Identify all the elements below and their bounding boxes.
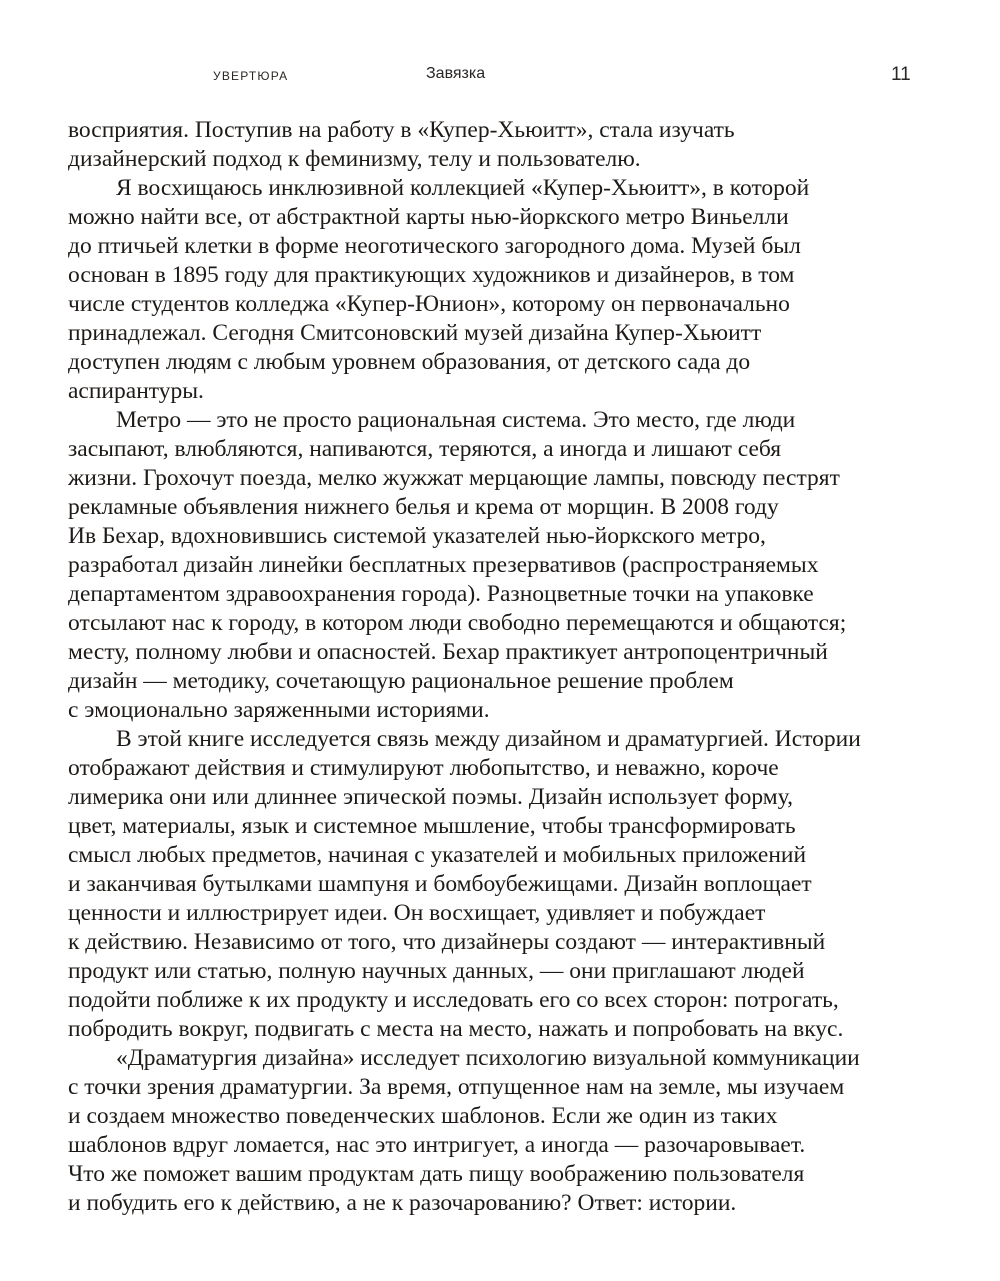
- text-line: смысл любых предметов, начиная с указателей и мобильных приложений: [68, 842, 807, 868]
- text-line: цвет, материалы, язык и системное мышление, чтобы трансформировать: [68, 813, 796, 839]
- text-line: можно найти все, от абстрактной карты нью-йоркского метро Виньелли: [68, 204, 789, 230]
- text-line: аспирантуры.: [68, 378, 204, 404]
- text-line: засыпают, влюбляются, напиваются, теряются, а иногда и лишают себя: [68, 436, 782, 462]
- section-label: УВЕРТЮРА: [213, 69, 289, 83]
- text-line: и заканчивая бутылками шампуня и бомбоубежищами. Дизайн воплощает: [68, 871, 812, 897]
- text-line: дизайнерский подход к феминизму, телу и пользователю.: [68, 146, 641, 172]
- text-line: лимерика они или длиннее эпической поэмы. Дизайн использует форму,: [68, 784, 793, 810]
- text-line: побродить вокруг, подвигать с места на место, нажать и попробовать на вкус.: [68, 1016, 844, 1042]
- paragraph-first-line: Метро — это не просто рациональная система. Это место, где люди: [116, 407, 796, 433]
- text-line: к действию. Независимо от того, что дизайнеры создают — интерактивный: [68, 929, 826, 955]
- text-line: доступен людям с любым уровнем образования, от детского сада до: [68, 349, 751, 375]
- text-line: Что же поможет вашим продуктам дать пищу воображению пользователя: [68, 1161, 805, 1187]
- text-line: до птичьей клетки в форме неоготического загородного дома. Музей был: [68, 233, 801, 259]
- text-line: разработал дизайн линейки бесплатных презервативов (распространяемых: [68, 552, 819, 578]
- text-line: департаментом здравоохранения города). Разноцветные точки на упаковке: [68, 581, 814, 607]
- text-line: месту, полному любви и опасностей. Бехар практикует антропоцентричный: [68, 639, 828, 665]
- text-line: ценности и иллюстрирует идеи. Он восхищает, удивляет и побуждает: [68, 900, 766, 926]
- text-line: продукт или статью, полную научных данных, — они приглашают людей: [68, 958, 805, 984]
- paragraph-first-line: «Драматургия дизайна» исследует психологию визуальной коммуникации: [116, 1045, 860, 1071]
- text-line: шаблонов вдруг ломается, нас это интригует, а иногда — разочаровывает.: [68, 1132, 806, 1158]
- paragraph-first-line: В этой книге исследуется связь между дизайном и драматургией. Истории: [116, 726, 861, 752]
- page-number: 11: [891, 64, 911, 85]
- body-text: [68, 116, 920, 1218]
- text-line: и побудить его к действию, а не к разочарованию? Ответ: истории.: [68, 1190, 737, 1216]
- text-line: с точки зрения драматургии. За время, отпущенное нам на земле, мы изучаем: [68, 1074, 845, 1100]
- text-line: подойти поближе к их продукту и исследовать его со всех сторон: потрогать,: [68, 987, 839, 1013]
- text-line: и создаем множество поведенческих шаблонов. Если же один из таких: [68, 1103, 778, 1129]
- paragraph-first-line: Я восхищаюсь инклюзивной коллекцией «Купер-Хьюитт», в которой: [116, 175, 810, 201]
- text-line: отображают действия и стимулируют любопытство, и неважно, короче: [68, 755, 779, 781]
- text-line: Ив Бехар, вдохновившись системой указателей нью-йоркского метро,: [68, 523, 766, 549]
- text-line: числе студентов колледжа «Купер-Юнион», которому он первоначально: [68, 291, 790, 317]
- text-line: принадлежал. Сегодня Смитсоновский музей дизайна Купер-Хьюитт: [68, 320, 762, 346]
- text-line: отсылают нас к городу, в котором люди свободно перемещаются и общаются;: [68, 610, 847, 636]
- text-line: жизни. Грохочут поезда, мелко жужжат мерцающие лампы, повсюду пестрят: [68, 465, 840, 491]
- running-head: [0, 64, 1000, 90]
- chapter-label: Завязка: [426, 65, 486, 82]
- text-line: основан в 1895 году для практикующих художников и дизайнеров, в том: [68, 262, 795, 288]
- text-line: с эмоционально заряженными историями.: [68, 697, 490, 723]
- text-line: дизайн — методику, сочетающую рациональное решение проблем: [68, 668, 734, 694]
- text-line: рекламные объявления нижнего белья и крема от морщин. В 2008 году: [68, 494, 779, 520]
- text-line: восприятия. Поступив на работу в «Купер-Хьюитт», стала изучать: [68, 117, 735, 143]
